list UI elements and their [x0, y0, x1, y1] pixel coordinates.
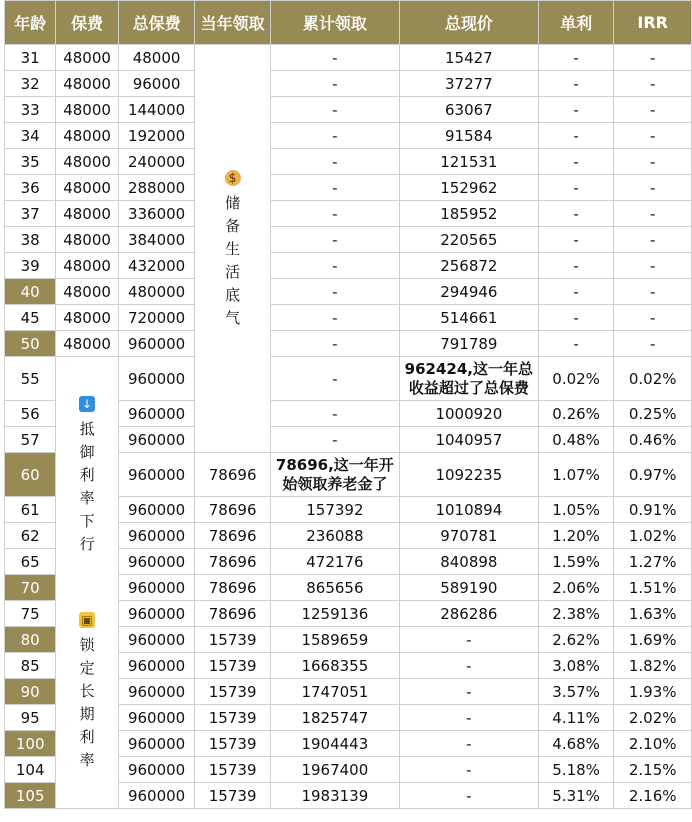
cash-value-cell: 1000920	[399, 401, 538, 427]
simple-interest-cell: 0.26%	[538, 401, 614, 427]
cumulative-cell: -	[270, 427, 399, 453]
cumulative-cell: -	[270, 253, 399, 279]
premium-cell: 48000	[56, 123, 118, 149]
total-premium-cell: 960000	[118, 783, 195, 809]
cumulative-cell: 236088	[270, 523, 399, 549]
simple-interest-cell: 3.57%	[538, 679, 614, 705]
total-premium-cell: 960000	[118, 523, 195, 549]
age-cell: 85	[5, 653, 56, 679]
simple-interest-cell: -	[538, 227, 614, 253]
total-premium-cell: 96000	[118, 71, 195, 97]
simple-interest-cell: -	[538, 331, 614, 357]
cumulative-cell: -	[270, 71, 399, 97]
simple-interest-cell: -	[538, 97, 614, 123]
total-premium-cell: 960000	[118, 401, 195, 427]
cash-value-cell: 256872	[399, 253, 538, 279]
savings-merged-cell	[195, 45, 271, 453]
annual-payout-cell: 78696	[195, 601, 271, 627]
cash-value-cell: 286286	[399, 601, 538, 627]
age-cell-highlighted: 40	[5, 279, 56, 305]
cumulative-cell: 1983139	[270, 783, 399, 809]
cash-value-cell: 840898	[399, 549, 538, 575]
simple-interest-cell: 2.06%	[538, 575, 614, 601]
cash-value-cell: 37277	[399, 71, 538, 97]
annual-payout-cell: 78696	[195, 575, 271, 601]
annual-payout-cell: 15739	[195, 731, 271, 757]
irr-cell: 0.46%	[614, 427, 692, 453]
simple-interest-cell: -	[538, 279, 614, 305]
table-row	[5, 357, 692, 401]
cash-value-cell: 791789	[399, 331, 538, 357]
irr-cell: 1.02%	[614, 523, 692, 549]
annual-payout-cell: 15739	[195, 757, 271, 783]
irr-cell: 2.10%	[614, 731, 692, 757]
simple-interest-cell: 1.59%	[538, 549, 614, 575]
irr-cell: -	[614, 253, 692, 279]
total-premium-cell: 960000	[118, 497, 195, 523]
table-row	[5, 227, 692, 253]
premium-cell: 48000	[56, 175, 118, 201]
age-cell-highlighted: 60	[5, 453, 56, 497]
cumulative-cell: -	[270, 305, 399, 331]
cash-value-cell: 1010894	[399, 497, 538, 523]
premium-cell: 48000	[56, 279, 118, 305]
table-row	[5, 279, 692, 305]
irr-cell: 0.97%	[614, 453, 692, 497]
down-arrow-icon: ↓	[79, 396, 95, 412]
irr-cell: 1.27%	[614, 549, 692, 575]
cumulative-cell: -	[270, 201, 399, 227]
cumulative-cell: -	[270, 149, 399, 175]
simple-interest-cell: -	[538, 175, 614, 201]
table-row	[5, 71, 692, 97]
table-row	[5, 331, 692, 357]
cumulative-cell: -	[270, 331, 399, 357]
simple-interest-cell: -	[538, 45, 614, 71]
cumulative-cell: -	[270, 97, 399, 123]
simple-interest-cell: -	[538, 149, 614, 175]
irr-cell: 1.93%	[614, 679, 692, 705]
cumulative-cell: -	[270, 45, 399, 71]
irr-cell: 2.16%	[614, 783, 692, 809]
irr-cell: -	[614, 45, 692, 71]
cash-value-cell: 63067	[399, 97, 538, 123]
irr-cell: -	[614, 279, 692, 305]
premium-cell: 48000	[56, 45, 118, 71]
age-cell-highlighted: 100	[5, 731, 56, 757]
annual-payout-cell: 78696	[195, 497, 271, 523]
simple-interest-cell: -	[538, 71, 614, 97]
cash-value-cell: 1092235	[399, 453, 538, 497]
cash-value-cell: 294946	[399, 279, 538, 305]
age-cell: 38	[5, 227, 56, 253]
cumulative-cell: -	[270, 357, 399, 401]
age-cell: 35	[5, 149, 56, 175]
header-simple-interest: 单利	[538, 1, 614, 45]
total-premium-cell: 288000	[118, 175, 195, 201]
annual-payout-cell: 15739	[195, 627, 271, 653]
total-premium-cell: 480000	[118, 279, 195, 305]
premium-cell: 48000	[56, 201, 118, 227]
cumulative-cell: 1967400	[270, 757, 399, 783]
age-cell: 104	[5, 757, 56, 783]
irr-cell: 2.15%	[614, 757, 692, 783]
total-premium-cell: 48000	[118, 45, 195, 71]
age-cell: 57	[5, 427, 56, 453]
cumulative-cell: -	[270, 175, 399, 201]
table-row	[5, 149, 692, 175]
cash-value-cell: 152962	[399, 175, 538, 201]
cumulative-cell: 472176	[270, 549, 399, 575]
age-cell: 55	[5, 357, 56, 401]
cash-value-cell: -	[399, 627, 538, 653]
cumulative-cell: -	[270, 227, 399, 253]
simple-interest-cell: 1.20%	[538, 523, 614, 549]
cash-value-cell: 185952	[399, 201, 538, 227]
simple-interest-cell: -	[538, 123, 614, 149]
age-cell: 31	[5, 45, 56, 71]
total-premium-cell: 960000	[118, 653, 195, 679]
simple-interest-cell: 2.38%	[538, 601, 614, 627]
cash-value-cell: 1040957	[399, 427, 538, 453]
table-row	[5, 175, 692, 201]
cumulative-cell: 1747051	[270, 679, 399, 705]
cumulative-cell: 1904443	[270, 731, 399, 757]
simple-interest-cell: 4.68%	[538, 731, 614, 757]
insurance-table	[4, 0, 692, 809]
total-premium-cell: 960000	[118, 549, 195, 575]
irr-cell: -	[614, 123, 692, 149]
cash-value-cell: 220565	[399, 227, 538, 253]
simple-interest-cell: -	[538, 305, 614, 331]
total-premium-cell: 432000	[118, 253, 195, 279]
irr-cell: 1.51%	[614, 575, 692, 601]
resist-label: 抵御利率下行	[79, 419, 95, 553]
total-premium-cell: 960000	[118, 331, 195, 357]
money-bag-icon: $	[225, 170, 241, 186]
cash-value-cell: 121531	[399, 149, 538, 175]
table-row	[5, 201, 692, 227]
total-premium-cell: 960000	[118, 601, 195, 627]
cumulative-cell: -	[270, 123, 399, 149]
total-premium-cell: 144000	[118, 97, 195, 123]
premium-cell: 48000	[56, 253, 118, 279]
total-premium-cell: 960000	[118, 575, 195, 601]
age-cell-highlighted: 70	[5, 575, 56, 601]
simple-interest-cell: 0.48%	[538, 427, 614, 453]
cash-value-cell: -	[399, 705, 538, 731]
cash-value-cell: -	[399, 653, 538, 679]
simple-interest-cell: 5.31%	[538, 783, 614, 809]
irr-cell: -	[614, 71, 692, 97]
irr-cell: -	[614, 97, 692, 123]
age-cell: 32	[5, 71, 56, 97]
simple-interest-cell: 1.07%	[538, 453, 614, 497]
irr-cell: 1.69%	[614, 627, 692, 653]
total-premium-cell: 336000	[118, 201, 195, 227]
age-cell: 95	[5, 705, 56, 731]
simple-interest-cell: 1.05%	[538, 497, 614, 523]
age-cell: 33	[5, 97, 56, 123]
simple-interest-cell: 2.62%	[538, 627, 614, 653]
total-premium-cell: 192000	[118, 123, 195, 149]
annual-payout-cell: 78696	[195, 453, 271, 497]
simple-interest-cell: 5.18%	[538, 757, 614, 783]
cumulative-cell: 1259136	[270, 601, 399, 627]
lock-label: 锁定长期利率	[79, 635, 95, 769]
cumulative-cell: 865656	[270, 575, 399, 601]
total-premium-cell: 960000	[118, 453, 195, 497]
savings-label: 储备生活底气	[225, 193, 241, 327]
cumulative-cell: 1825747	[270, 705, 399, 731]
lock-icon: ▣	[79, 612, 95, 628]
age-cell: 34	[5, 123, 56, 149]
annual-payout-cell: 78696	[195, 549, 271, 575]
table-row	[5, 97, 692, 123]
cumulative-note-cell: 78696,这一年开始领取养老金了	[270, 453, 399, 497]
header-cash-value: 总现价	[399, 1, 538, 45]
premium-cell: 48000	[56, 149, 118, 175]
table-row	[5, 123, 692, 149]
irr-cell: -	[614, 227, 692, 253]
cumulative-cell: -	[270, 401, 399, 427]
irr-cell: -	[614, 331, 692, 357]
simple-interest-cell: -	[538, 253, 614, 279]
age-cell: 62	[5, 523, 56, 549]
age-cell: 56	[5, 401, 56, 427]
premium-cell: 48000	[56, 71, 118, 97]
irr-cell: 2.02%	[614, 705, 692, 731]
premium-cell: 48000	[56, 331, 118, 357]
cumulative-cell: -	[270, 279, 399, 305]
cash-value-cell: 514661	[399, 305, 538, 331]
simple-interest-cell: 4.11%	[538, 705, 614, 731]
cash-value-cell: -	[399, 783, 538, 809]
age-cell: 75	[5, 601, 56, 627]
irr-cell: 1.63%	[614, 601, 692, 627]
age-cell-highlighted: 50	[5, 331, 56, 357]
simple-interest-cell: 0.02%	[538, 357, 614, 401]
header-premium: 保费	[56, 1, 118, 45]
age-cell: 37	[5, 201, 56, 227]
cash-value-cell: -	[399, 679, 538, 705]
total-premium-cell: 384000	[118, 227, 195, 253]
header-age: 年龄	[5, 1, 56, 45]
table-row	[5, 305, 692, 331]
cash-value-cell: -	[399, 757, 538, 783]
irr-cell: -	[614, 305, 692, 331]
cash-value-cell: 91584	[399, 123, 538, 149]
cumulative-cell: 1668355	[270, 653, 399, 679]
age-cell: 36	[5, 175, 56, 201]
cumulative-cell: 157392	[270, 497, 399, 523]
annual-payout-cell: 15739	[195, 679, 271, 705]
cash-value-cell: -	[399, 731, 538, 757]
annual-payout-cell: 15739	[195, 653, 271, 679]
premium-merged-cell	[56, 357, 118, 809]
irr-cell: 1.82%	[614, 653, 692, 679]
age-cell-highlighted: 90	[5, 679, 56, 705]
simple-interest-cell: 3.08%	[538, 653, 614, 679]
premium-cell: 48000	[56, 305, 118, 331]
annual-payout-cell: 15739	[195, 783, 271, 809]
cash-value-cell: 15427	[399, 45, 538, 71]
cash-value-note-cell: 962424,这一年总收益超过了总保费	[399, 357, 538, 401]
annual-payout-cell: 78696	[195, 523, 271, 549]
table-row	[5, 253, 692, 279]
total-premium-cell: 960000	[118, 427, 195, 453]
irr-cell: -	[614, 201, 692, 227]
age-cell: 61	[5, 497, 56, 523]
cash-value-cell: 589190	[399, 575, 538, 601]
simple-interest-cell: -	[538, 201, 614, 227]
total-premium-cell: 960000	[118, 705, 195, 731]
age-cell-highlighted: 105	[5, 783, 56, 809]
table-row	[5, 45, 692, 71]
total-premium-cell: 960000	[118, 731, 195, 757]
header-irr: IRR	[614, 1, 692, 45]
age-cell: 45	[5, 305, 56, 331]
total-premium-cell: 240000	[118, 149, 195, 175]
total-premium-cell: 720000	[118, 305, 195, 331]
age-cell: 39	[5, 253, 56, 279]
header-annual-payout: 当年领取	[195, 1, 271, 45]
irr-cell: 0.91%	[614, 497, 692, 523]
header-cumulative-payout: 累计领取	[270, 1, 399, 45]
header-total-premium: 总保费	[118, 1, 195, 45]
header-row	[5, 1, 692, 45]
irr-cell: 0.25%	[614, 401, 692, 427]
annual-payout-cell: 15739	[195, 705, 271, 731]
irr-cell: -	[614, 149, 692, 175]
age-cell: 65	[5, 549, 56, 575]
total-premium-cell: 960000	[118, 757, 195, 783]
cash-value-cell: 970781	[399, 523, 538, 549]
premium-cell: 48000	[56, 227, 118, 253]
total-premium-cell: 960000	[118, 357, 195, 401]
premium-cell: 48000	[56, 97, 118, 123]
irr-cell: 0.02%	[614, 357, 692, 401]
age-cell-highlighted: 80	[5, 627, 56, 653]
cumulative-cell: 1589659	[270, 627, 399, 653]
total-premium-cell: 960000	[118, 627, 195, 653]
total-premium-cell: 960000	[118, 679, 195, 705]
irr-cell: -	[614, 175, 692, 201]
